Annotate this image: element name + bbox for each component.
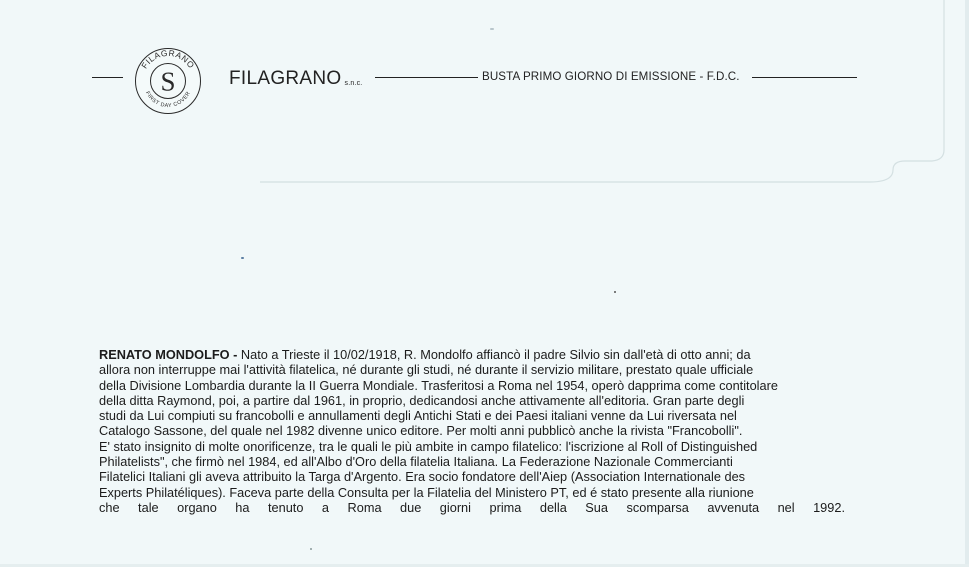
biography-line: studi da Lui compiuti su francobolli e annullamenti degli Antichi Stati e dei Paesi italiani venne da Lui riversata nel [99, 408, 737, 424]
paper-speck [310, 548, 312, 550]
envelope-right-edge [965, 0, 969, 567]
paper-speck [241, 257, 244, 259]
brand-name [229, 68, 362, 90]
biography-line: della ditta Raymond, poi, a partire dal 1961, in proprio, dedicandosi anche attivamente all'editoria. Gran parte degli [99, 392, 745, 408]
brand-suffix: s.n.c. [344, 80, 363, 87]
biography-name: RENATO MONDOLFO - [99, 347, 238, 362]
paper-speck [614, 291, 616, 293]
biography-line: della Divisione Lombardia durante la II Guerra Mondiale. Trasferitosi a Roma nel 1954, operò dapprima come contitolare [99, 377, 778, 393]
biography-line: allora non interruppe mai l'attività filatelica, né durante gli studi, né durante il servizio militare, prestato quale ufficiale [99, 362, 754, 378]
biography-line: RENATO MONDOLFO - Nato a Trieste il 10/02/1918, R. Mondolfo affiancò il padre Silvio sin dall'età di otto anni; da [99, 347, 751, 362]
cover-subtitle: BUSTA PRIMO GIORNO DI EMISSIONE - F.D.C. [482, 70, 740, 83]
biography-text [99, 347, 845, 515]
logo-ring-text: FILAGRANO [139, 47, 197, 71]
rule-right [752, 77, 857, 78]
biography-line: E' stato insignito di molte onorificenze, tra le quali le più ambite in campo filatelico: l'iscrizione al Roll of Distinguished [99, 438, 758, 454]
biography-line: che tale organo ha tenuto a Roma due giorni prima della Sua scomparsa avvenuta nel 1992. [99, 499, 845, 515]
biography-line: Catalogo Sassone, del quale nel 1982 divenne unico editore. Per molti anni pubblicò anche la rivista "Francobolli". [99, 423, 743, 439]
rule-left [375, 77, 478, 78]
brand-title: FILAGRANO [229, 68, 342, 89]
biography-line: Filatelici Italiani gli aveva attribuito la Targa d'Argento. Era socio fondatore dell'Aiep (Association Internationale des [99, 469, 746, 485]
biography-line: Philatelists", che firmò nel 1984, ed all'Albo d'Oro della filatelia Italiana. La Federazione Nazionale Commercianti [99, 454, 733, 470]
filagrano-seal-logo [134, 47, 202, 115]
biography-line: Experts Philatéliques). Faceva parte della Consulta per la Filatelia del Ministero PT, ed é stato presente alla riunione [99, 484, 754, 500]
paper-speck [490, 28, 494, 30]
dash-divider-left [92, 77, 123, 78]
logo-letter: S [160, 66, 176, 97]
logo-ring-text-bottom: FIRST DAY COVER [144, 90, 192, 110]
